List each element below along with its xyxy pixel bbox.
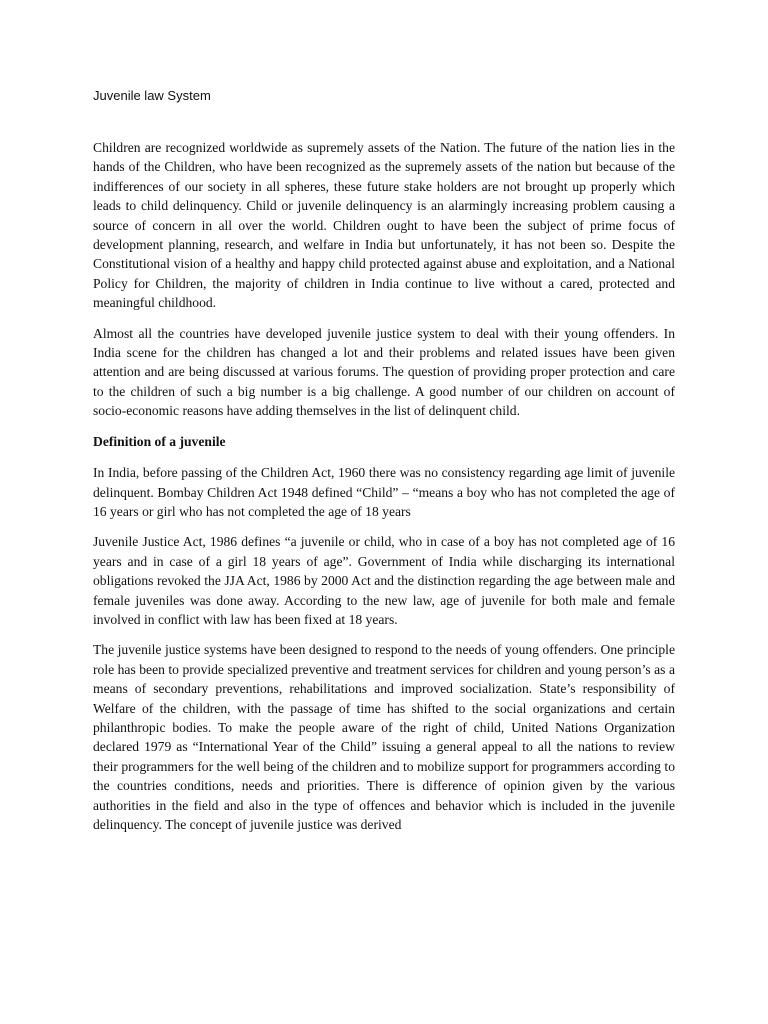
section-heading: Definition of a juvenile	[93, 433, 226, 449]
paragraph: The juvenile justice systems have been designed to respond to the needs of young offenders. One principle role has been to provide specialized preventive and treatment services for children and young person’s as a means of secondary preventions, rehabilitations and improved socialization. State’s responsibility of Welfare of the children, with the passage of time has shifted to the social organizations and certain philanthropic bodies. To make the people aware of the right of child, United Nations Organization declared 1979 as “International Year of the Child” issuing a general appeal to all the nations to review their programmers for the well being of the children and to mobilize support for programmers according to the countries conditions, needs and priorities. There is difference of opinion given by the various authorities in the field and also in the type of offences and behavior which is included in the juvenile delinquency. The concept of juvenile justice was derived	[93, 642, 675, 832]
document-body	[93, 138, 675, 845]
paragraph: Juvenile Justice Act, 1986 defines “a juvenile or child, who in case of a boy has not completed age of 16 years and in case of a girl 18 years of age”. Government of India while discharging its international obligations revoked the JJA Act, 1986 by 2000 Act and the distinction regarding the age between male and female juveniles was done away. According to the new law, age of juvenile for both male and female involved in conflict with law has been fixed at 18 years.	[93, 534, 675, 627]
paragraph: Children are recognized worldwide as supremely assets of the Nation. The future of the nation lies in the hands of the Children, who have been recognized as the supremely assets of the nation but because of the indifferences of our society in all spheres, these future stake holders are not brought up properly which leads to child delinquency. Child or juvenile delinquency is an alarmingly increasing problem causing a source of concern in all over the world. Children ought to have been the subject of prime focus of development planning, research, and welfare in India but unfortunately, it has not been so. Despite the Constitutional vision of a healthy and happy child protected against abuse and exploitation, and a National Policy for Children, the majority of children in India continue to live without a cared, protected and meaningful childhood.	[93, 140, 675, 311]
paragraph: Almost all the countries have developed juvenile justice system to deal with their young offenders. In India scene for the children has changed a lot and their problems and related issues have been given attention and are being discussed at various forums. The question of providing proper protection and care to the children of such a big number is a big challenge. A good number of our children on account of socio-economic reasons have adding themselves in the list of delinquent child.	[93, 325, 675, 419]
paragraph: In India, before passing of the Children Act, 1960 there was no consistency regarding age limit of juvenile delinquent. Bombay Children Act 1948 defined “Child” – “means a boy who has not completed the age of 16 years or girl who has not completed the age of 18 years	[93, 465, 675, 519]
document-title: Juvenile law System	[93, 88, 211, 103]
